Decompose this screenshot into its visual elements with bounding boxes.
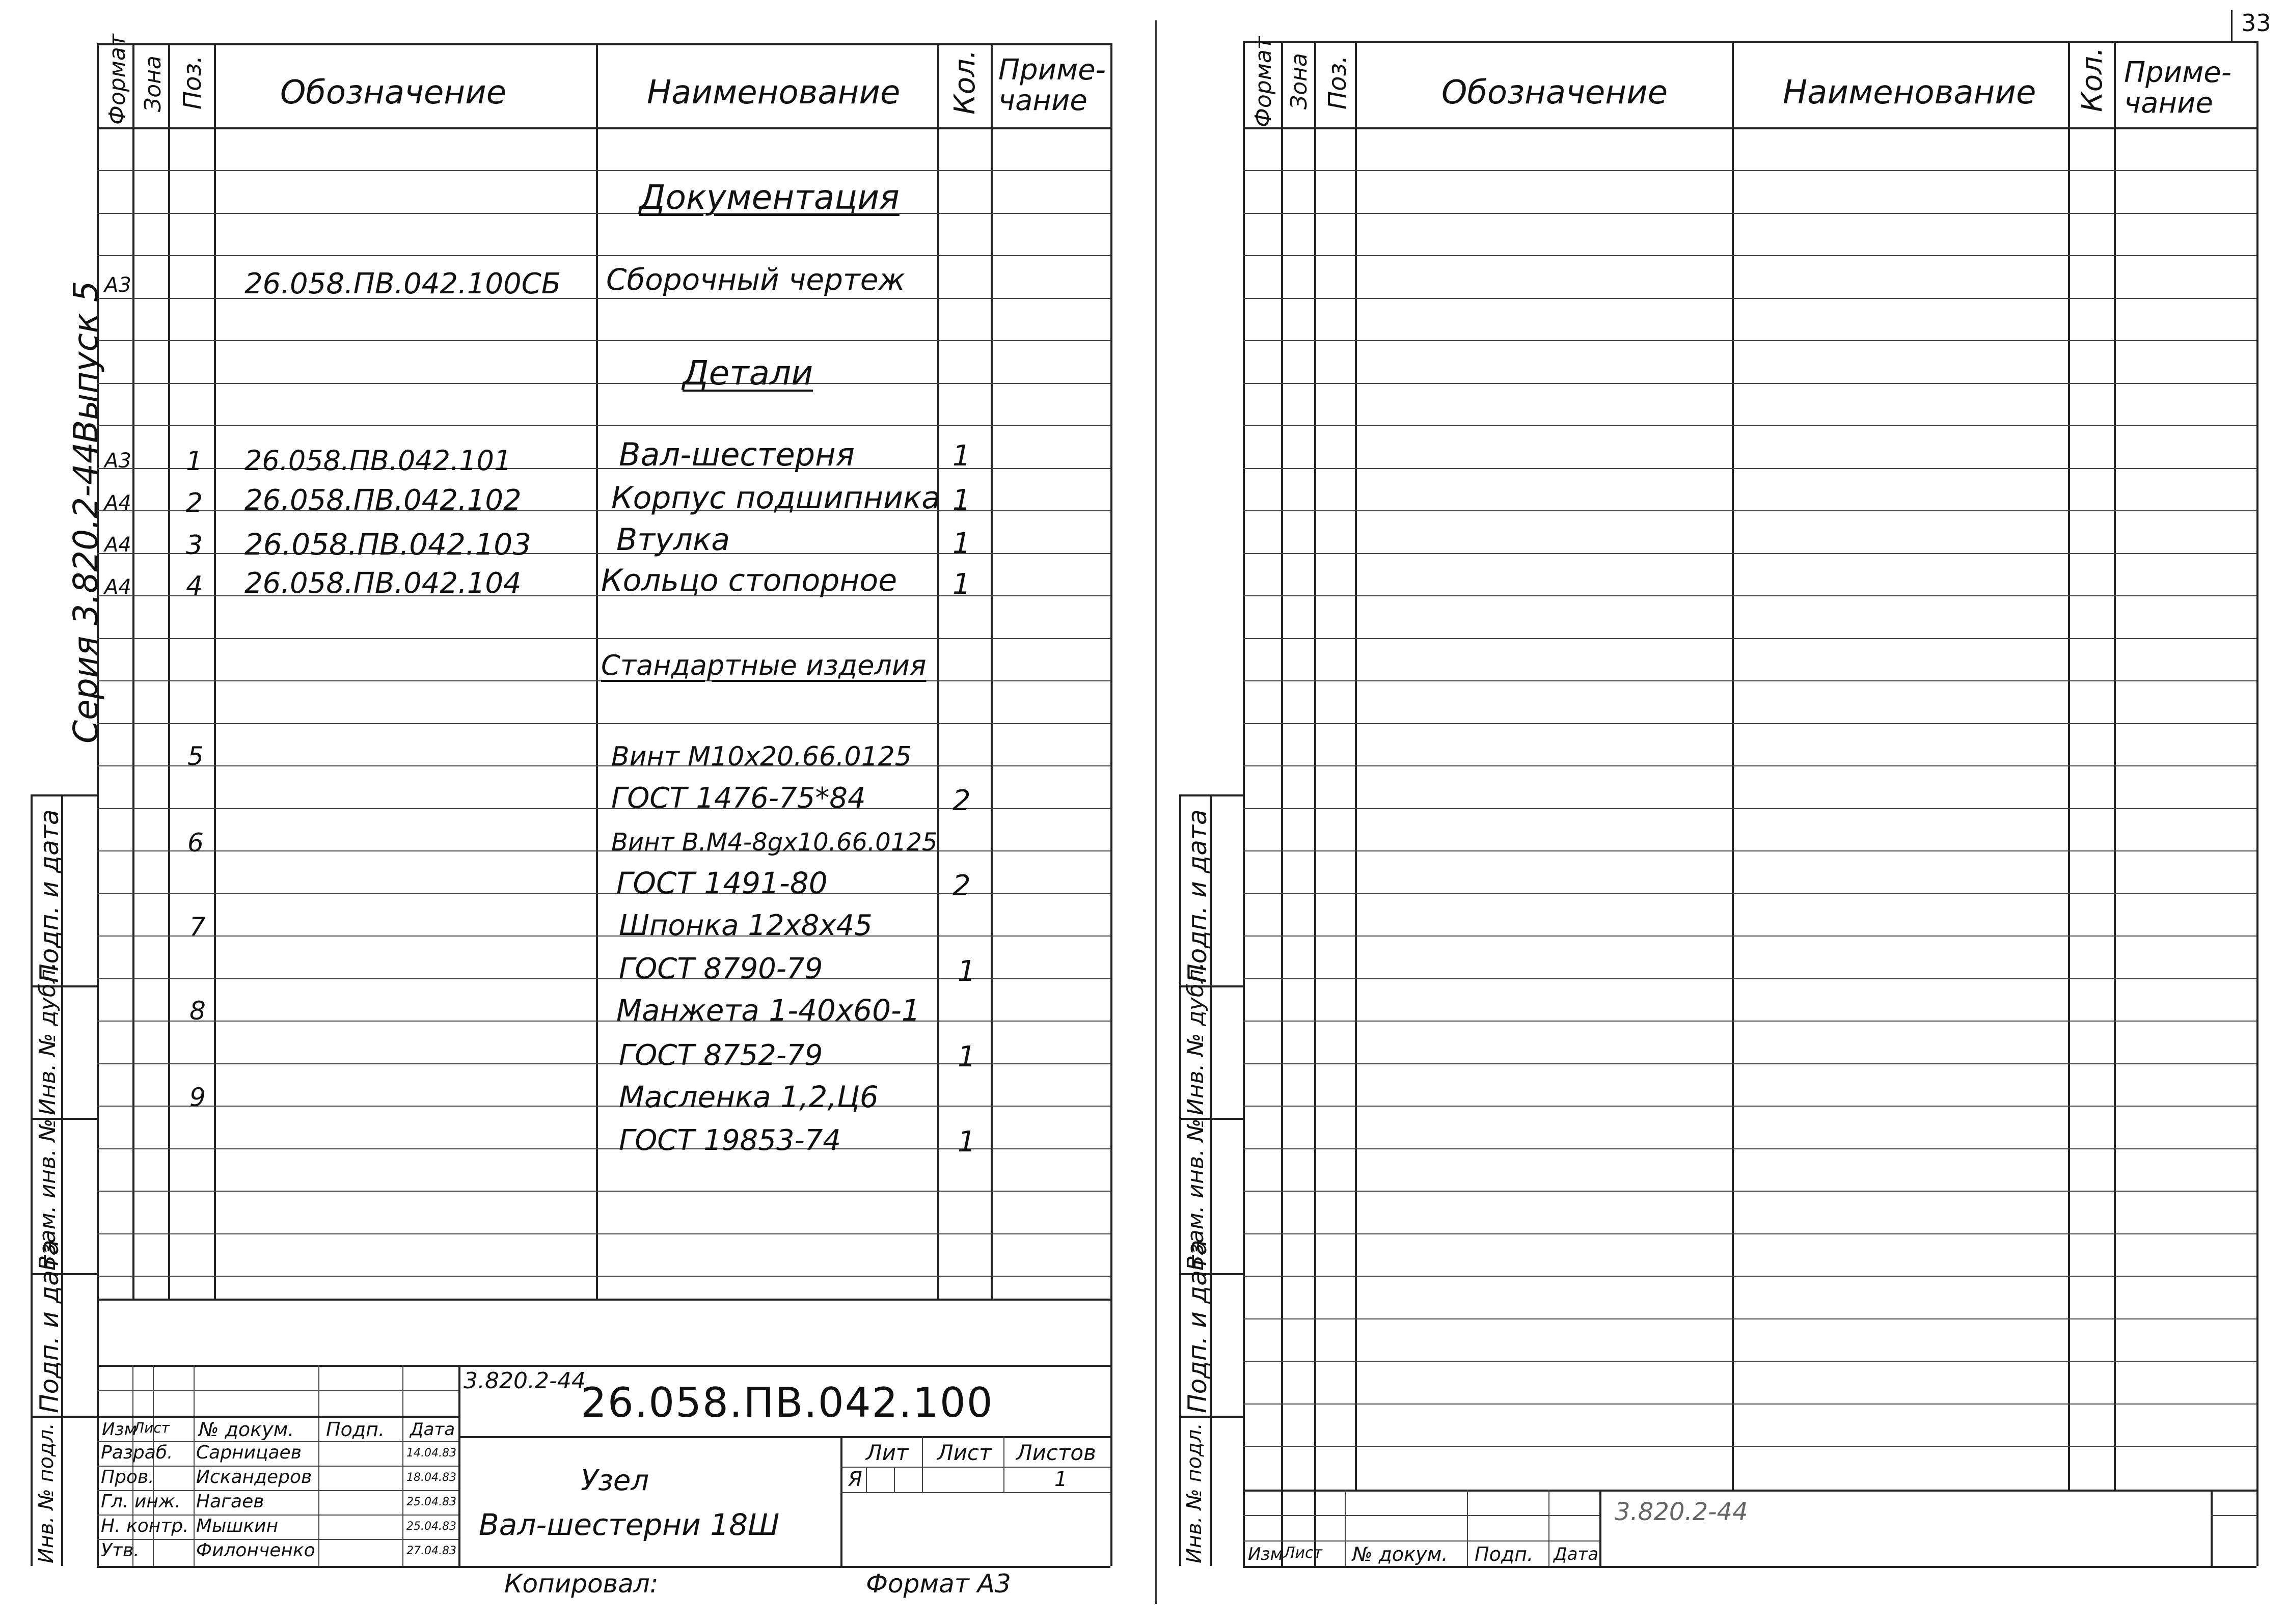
tb-series-code: 3.820.2-44 <box>464 1368 586 1394</box>
tb-col-list: Лист <box>133 1419 170 1436</box>
margin-inv-dubl: Инв. № дубл. <box>35 961 61 1115</box>
margin-vzam-inv: Взам. инв. № <box>35 1118 61 1271</box>
margin-podp-data: Подп. и дата <box>35 809 64 983</box>
hdr-zone: Зона <box>140 56 166 112</box>
std-qty: 2 <box>953 869 971 902</box>
section-details: Детали <box>683 353 813 393</box>
hdr-note-2: чание <box>998 84 1087 117</box>
margin-vzam-inv: Взам. инв. № <box>1183 1118 1209 1271</box>
table-row-line <box>1243 808 2256 809</box>
margin-podp-data-2: Подп. и дата <box>35 1240 64 1413</box>
tb-role-date: 25.04.83 <box>406 1496 456 1508</box>
hdr-designation: Обозначение <box>1441 74 1668 112</box>
table-row-line <box>1243 638 2256 639</box>
std-name: Масленка 1,2,Ц6 <box>619 1080 879 1114</box>
std-name: Манжета 1-40х60-1 <box>616 993 920 1028</box>
tb-role-date: 27.04.83 <box>406 1545 456 1557</box>
tb-listov: Листов <box>1016 1440 1096 1465</box>
std-name: Шпонка 12х8х45 <box>619 909 873 942</box>
table-row-line <box>1243 1063 2256 1064</box>
row-format: А4 <box>104 491 131 515</box>
std-qty: 2 <box>953 784 971 817</box>
tb-title-2: Вал-шестерни 18Ш <box>479 1507 780 1542</box>
table-row-line <box>1243 1106 2256 1107</box>
tb-role-date: 18.04.83 <box>406 1471 456 1484</box>
tb-list: Лист <box>937 1440 992 1465</box>
row-qty: 1 <box>953 527 971 560</box>
margin-podp-data-2: Подп. и дата <box>1183 1240 1212 1413</box>
page-number: 33 <box>2241 9 2271 37</box>
row-name: Кольцо стопорное <box>601 563 897 598</box>
hdr-note-1: Приме- <box>2124 56 2231 89</box>
row-designation: 26.058.ПВ.042.104 <box>244 567 522 600</box>
row-format: А4 <box>104 533 131 557</box>
hdr-note-1: Приме- <box>998 53 1106 87</box>
tb-title-1: Узел <box>581 1464 649 1497</box>
tb-col-data: Дата <box>410 1419 455 1440</box>
hdr-pos: Поз. <box>1323 55 1352 109</box>
tb-col-izm: Изм <box>102 1419 138 1440</box>
right-frame-right <box>2256 41 2258 1566</box>
std-pos: 8 <box>189 996 206 1026</box>
rtb-split <box>2211 1490 2213 1566</box>
table-row-line <box>1243 298 2256 299</box>
tb-col-podp: Подп. <box>326 1418 385 1441</box>
table-row-line <box>1243 170 2256 171</box>
tb-role-name: Искандеров <box>196 1467 312 1488</box>
table-row-line <box>1243 255 2256 256</box>
row-qty: 1 <box>953 568 971 601</box>
row-pos: 4 <box>186 571 203 601</box>
tb-role-date: 25.04.83 <box>406 1520 456 1533</box>
tb-role-role: Пров. <box>101 1467 154 1488</box>
table-row-line <box>1243 510 2256 511</box>
right-frame-top <box>1243 41 2256 43</box>
tb-role-date: 14.04.83 <box>406 1447 456 1460</box>
tb-role-role: Утв. <box>101 1540 140 1561</box>
table-row-line <box>1243 468 2256 469</box>
table-row-line <box>1243 680 2256 681</box>
row-designation: 26.058.ПВ.042.103 <box>244 527 532 562</box>
row-qty: 1 <box>953 484 971 517</box>
margin-sep <box>1179 1416 1243 1418</box>
row-format: А4 <box>104 575 131 599</box>
hdr-zone: Зона <box>1286 53 1312 109</box>
row-qty: 1 <box>953 439 971 473</box>
row-name: Втулка <box>616 522 730 558</box>
rtb-series-code: 3.820.2-44 <box>1615 1498 1748 1526</box>
tb-role-name: Мышкин <box>196 1516 279 1536</box>
table-row-line <box>1243 978 2256 979</box>
section-standard: Стандартные изделия <box>601 649 927 681</box>
table-row-line <box>1243 723 2256 724</box>
tb-role-name: Филонченко <box>196 1540 315 1561</box>
margin-inv-podl: Инв. № подл. <box>35 1423 58 1563</box>
row-designation: 26.058.ПВ.042.100СБ <box>244 267 561 300</box>
row-designation: 26.058.ПВ.042.102 <box>244 484 522 517</box>
row-designation: 26.058.ПВ.042.101 <box>244 445 512 477</box>
row-pos: 2 <box>186 488 203 518</box>
rtb-row <box>2211 1515 2256 1516</box>
rtb-split <box>1599 1490 1601 1566</box>
hdr-designation: Обозначение <box>280 74 507 112</box>
hdr-name: Наименование <box>1783 74 2036 112</box>
table-row-line <box>1243 340 2256 341</box>
table-row-line <box>1243 213 2256 214</box>
right-frame-left <box>1243 41 1245 1566</box>
tb-role-role: Гл. инж. <box>101 1491 181 1512</box>
std-name: ГОСТ 19853-74 <box>619 1124 841 1157</box>
tb-role-role: Н. контр. <box>101 1516 189 1536</box>
tb-col-doc: № докум. <box>199 1418 294 1441</box>
std-name: Винт М10х20.66.0125 <box>611 741 912 772</box>
table-row-line <box>1243 1318 2256 1319</box>
right-header-bottom <box>1243 127 2256 129</box>
table-row-line <box>1243 553 2256 554</box>
rtb-col-izm: Изм <box>1248 1544 1284 1564</box>
hdr-format: Формат <box>1250 36 1276 127</box>
table-row-line <box>1243 1403 2256 1405</box>
row-pos: 3 <box>186 530 203 561</box>
tb-listov-val: 1 <box>1054 1468 1068 1491</box>
std-pos: 5 <box>187 741 204 771</box>
section-documentation: Документация <box>639 178 900 217</box>
hdr-name: Наименование <box>647 74 901 112</box>
margin-inv-podl: Инв. № подл. <box>1183 1423 1206 1563</box>
std-qty: 1 <box>958 1040 976 1074</box>
table-row-line <box>1243 1276 2256 1277</box>
std-name: ГОСТ 8790-79 <box>619 952 823 985</box>
row-name: Корпус подшипника <box>611 480 940 516</box>
table-row-line <box>1243 935 2256 937</box>
row-name: Вал-шестерня <box>619 436 855 473</box>
table-row-line <box>1243 1148 2256 1149</box>
right-frame-bottom <box>1243 1566 2256 1568</box>
std-pos: 6 <box>187 828 204 858</box>
table-row-line <box>1243 1233 2256 1234</box>
table-row-line <box>1243 1021 2256 1022</box>
row-name: Сборочный чертеж <box>606 262 905 297</box>
margin-inv-dubl: Инв. № дубл. <box>1183 961 1209 1115</box>
hdr-note-2: чание <box>2124 87 2213 120</box>
table-row-line <box>1243 893 2256 894</box>
std-qty: 1 <box>958 955 976 988</box>
table-row-line <box>1243 1361 2256 1362</box>
rtb-col-data: Дата <box>1554 1544 1599 1564</box>
table-row-line <box>1243 425 2256 426</box>
margin-strip-left <box>1179 794 1181 1566</box>
margin-podp-data: Подп. и дата <box>1183 809 1212 983</box>
table-row-line <box>1243 1191 2256 1192</box>
rtb-col <box>1467 1490 1468 1566</box>
rtb-col-list: Лист <box>1284 1544 1323 1562</box>
hdr-format: Формат <box>104 34 130 125</box>
table-row-line <box>1243 383 2256 384</box>
tb-lit-val: Я <box>848 1468 862 1491</box>
rtb-row <box>1243 1540 1599 1542</box>
col-line <box>1281 41 1283 1566</box>
tb-doc-number: 26.058.ПВ.042.100 <box>581 1379 994 1426</box>
std-qty: 1 <box>958 1125 976 1159</box>
std-name: ГОСТ 1491-80 <box>616 866 828 900</box>
rtb-top <box>1243 1490 2256 1492</box>
tb-format: Формат А3 <box>866 1569 1011 1599</box>
tb-copied: Копировал: <box>504 1569 659 1599</box>
rtb-col-doc: № докум. <box>1352 1543 1448 1565</box>
tb-role-name: Нагаев <box>196 1491 264 1512</box>
row-format: А3 <box>104 449 131 473</box>
tb-lit: Лит <box>866 1440 909 1465</box>
rtb-col-podp: Подп. <box>1475 1543 1534 1565</box>
std-pos: 9 <box>189 1083 206 1112</box>
hdr-qty: Кол. <box>2076 47 2109 112</box>
table-row-line <box>1243 765 2256 766</box>
col-line <box>1314 41 1316 1566</box>
table-row-line <box>1243 850 2256 851</box>
row-format: А3 <box>104 273 131 297</box>
hdr-pos: Поз. <box>178 55 207 109</box>
hdr-qty: Кол. <box>948 49 982 115</box>
rtb-col <box>1548 1490 1549 1566</box>
margin-series: Серия 3.820.2-44 <box>66 442 105 744</box>
margin-issue: Выпуск 5 <box>66 281 105 443</box>
rtb-col <box>1345 1490 1346 1566</box>
table-row-line <box>1243 1446 2256 1447</box>
page-num-tick <box>2231 10 2233 41</box>
tb-role-role: Разраб. <box>101 1442 173 1463</box>
std-name: ГОСТ 8752-79 <box>619 1039 823 1072</box>
row-pos: 1 <box>186 446 203 477</box>
std-name: Винт В.М4-8gх10.66.0125 <box>611 828 938 857</box>
rtb-row <box>1243 1515 1599 1516</box>
table-row-line <box>1243 595 2256 596</box>
std-name: ГОСТ 1476-75*84 <box>611 782 866 815</box>
tb-role-name: Сарницаев <box>196 1442 302 1463</box>
std-pos: 7 <box>189 912 206 942</box>
margin-strip-top <box>1179 794 1243 796</box>
